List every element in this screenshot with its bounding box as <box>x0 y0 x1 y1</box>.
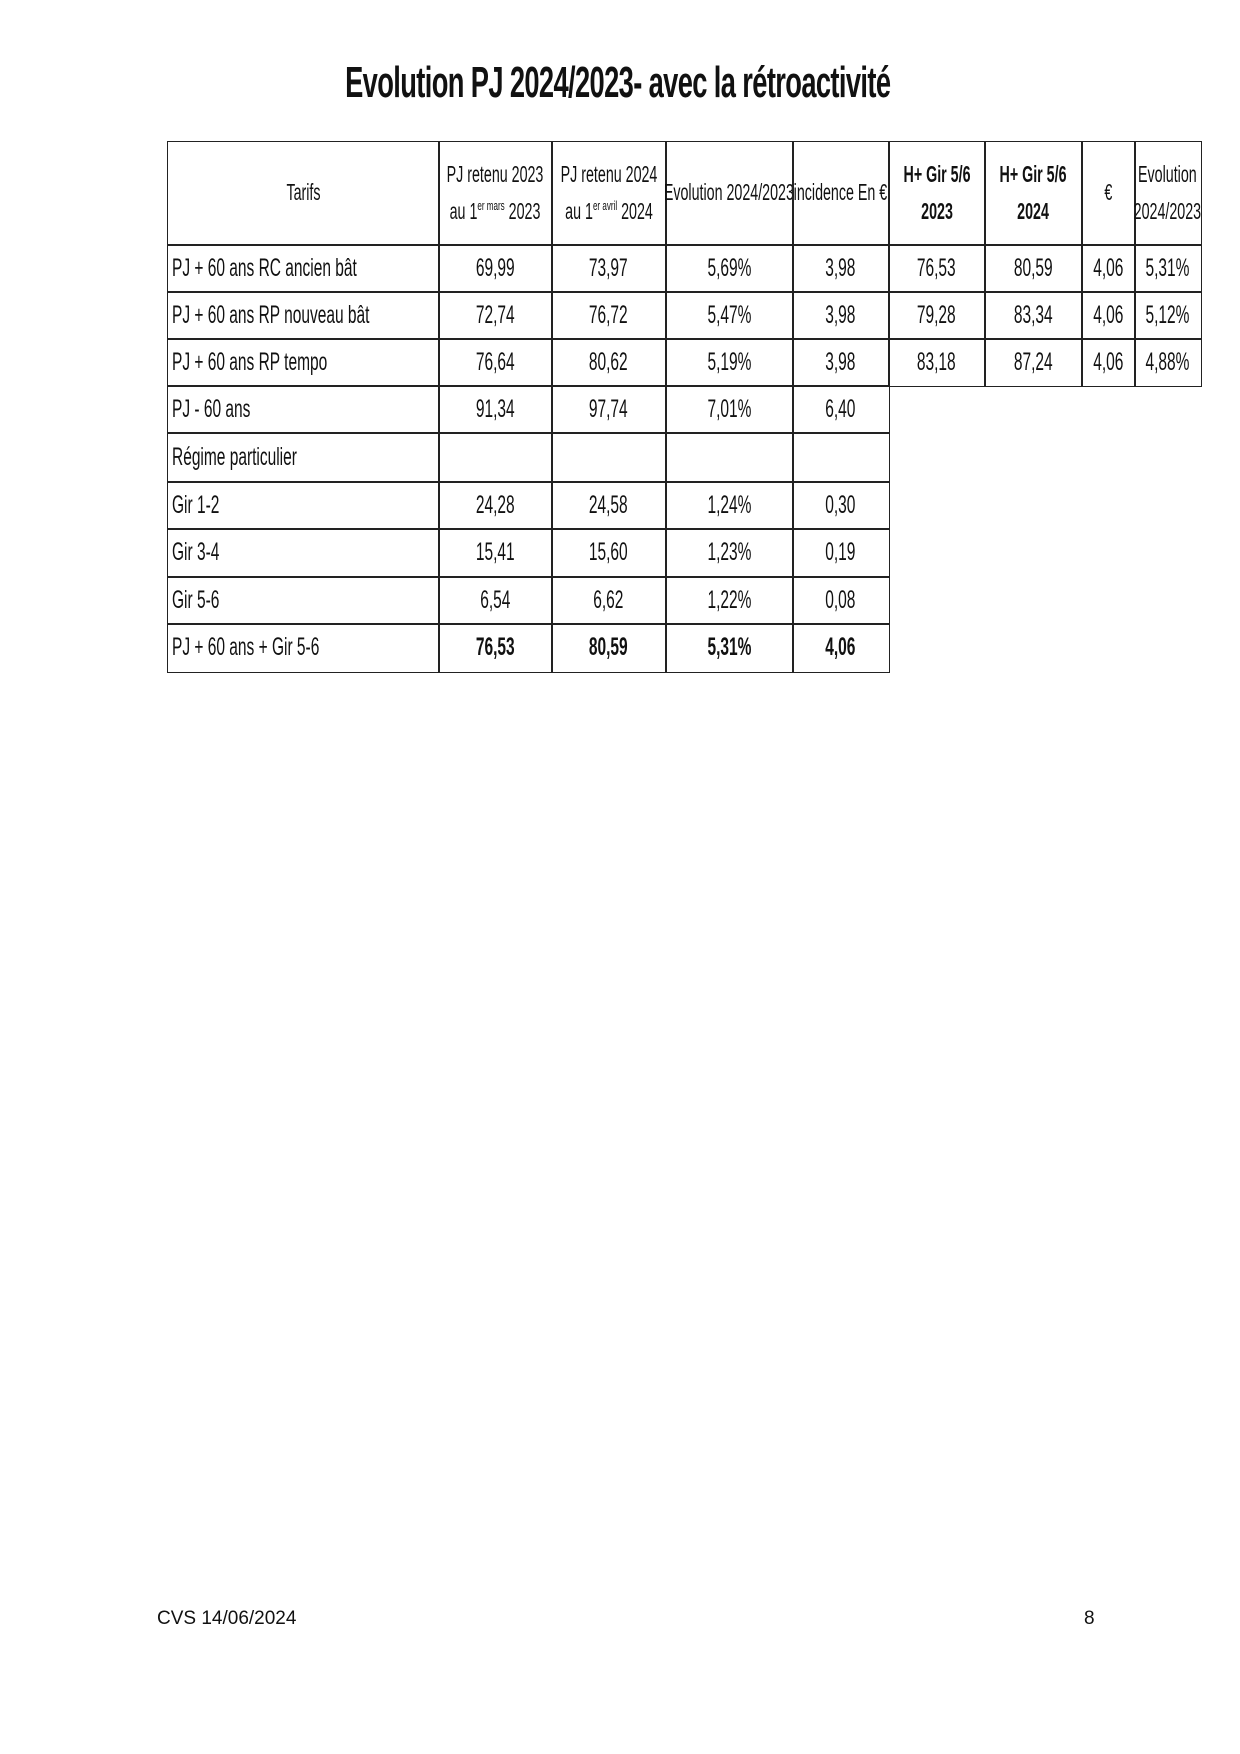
cell-pj2024-text: 80,62 <box>589 347 629 376</box>
cell-pj2023-text: 24,28 <box>475 490 515 519</box>
row-label-text: Gir 3-4 <box>172 538 220 567</box>
cell-evol-text: 5,19% <box>707 347 752 376</box>
header-tarifs-text: Tarifs <box>286 179 321 206</box>
cell-pj2023-text: 91,34 <box>475 394 515 423</box>
cell-incid <box>792 338 890 387</box>
cell-incid-text: 3,98 <box>825 300 856 329</box>
cell-evol <box>665 576 794 625</box>
cell-euro-text: 4,06 <box>1093 300 1124 329</box>
cell-pj2024 <box>551 385 667 434</box>
cell-evol-text: 1,24% <box>707 490 752 519</box>
row-label-text: PJ + 60 ans RC ancien bât <box>172 253 357 282</box>
cell-evol-text: 5,47% <box>707 300 752 329</box>
cell-pj2023 <box>438 385 553 434</box>
cell-evol2-text: 5,31% <box>1145 253 1190 282</box>
row-label <box>167 576 440 625</box>
row-label-text: PJ - 60 ans <box>172 394 251 423</box>
cell-pj2024-text: 97,74 <box>589 394 629 423</box>
cell-evol2 <box>1134 244 1202 293</box>
cell-pj2023-text: 76,53 <box>475 633 515 662</box>
header-evolution-2 <box>1134 141 1202 246</box>
cell-incid-text: 0,19 <box>825 538 856 567</box>
cell-incid <box>792 481 890 530</box>
cell-h2023 <box>888 338 986 387</box>
cell-evol-text: 1,22% <box>707 585 752 614</box>
row-label <box>167 481 440 530</box>
cell-pj2024 <box>551 528 667 578</box>
header-hgir-2024-text: H+ Gir 5/6 2024 <box>999 161 1067 225</box>
cell-evol <box>665 481 794 530</box>
row-label-text: PJ + 60 ans + Gir 5-6 <box>172 633 320 662</box>
cell-h2024-text: 80,59 <box>1013 253 1053 282</box>
header-incidence <box>792 141 890 246</box>
header-incidence-text: incidence En € <box>793 179 888 206</box>
cell-pj2024 <box>551 338 667 387</box>
cell-pj2024 <box>551 244 667 293</box>
row-label-text: PJ + 60 ans RP nouveau bât <box>172 300 370 329</box>
cell-incid-text: 0,30 <box>825 490 856 519</box>
cell-evol-text: 7,01% <box>707 394 752 423</box>
cell-euro-text: 4,06 <box>1093 253 1124 282</box>
cell-evol2 <box>1134 338 1202 387</box>
cell-evol <box>665 623 794 673</box>
cell-euro-text: 4,06 <box>1093 347 1124 376</box>
page-number: 8 <box>1084 1608 1095 1629</box>
cell-incid <box>792 244 890 293</box>
cell-pj2023-text: 76,64 <box>475 347 515 376</box>
row-label <box>167 338 440 387</box>
cell-pj2024 <box>551 291 667 340</box>
cell-incid-text: 3,98 <box>825 347 856 376</box>
cell-incid-text: 6,40 <box>825 394 856 423</box>
cell-h2024-text: 87,24 <box>1013 347 1053 376</box>
header-evolution-2-text: Evolution 2024/2023 <box>1134 161 1202 225</box>
cell-evol-text: 1,23% <box>707 538 752 567</box>
header-tarifs <box>167 141 440 246</box>
cell-incid <box>792 432 890 483</box>
header-pj-2023 <box>438 141 553 246</box>
cell-pj2023 <box>438 432 553 483</box>
cell-incid-text: 3,98 <box>825 253 856 282</box>
row-label <box>167 528 440 578</box>
header-pj-2024-text: PJ retenu 2024 au $1^{er avril}$ 2024 <box>560 161 658 225</box>
header-pj-2023-text: PJ retenu 2023 au $1^{er mars}$ 2023 <box>446 161 544 225</box>
cell-pj2024 <box>551 623 667 673</box>
row-label <box>167 385 440 434</box>
cell-incid-text: 4,06 <box>825 633 856 662</box>
footer-date: CVS 14/06/2024 <box>157 1608 297 1629</box>
cell-pj2023-text: 69,99 <box>475 253 515 282</box>
cell-pj2023-text: 6,54 <box>480 585 511 614</box>
header-euro <box>1081 141 1136 246</box>
row-label <box>167 623 440 673</box>
cell-evol <box>665 291 794 340</box>
cell-evol-text: 5,31% <box>707 633 752 662</box>
cell-h2023 <box>888 291 986 340</box>
cell-pj2023 <box>438 576 553 625</box>
cell-euro <box>1081 338 1136 387</box>
cell-incid <box>792 576 890 625</box>
cell-pj2023 <box>438 481 553 530</box>
cell-h2024-text: 83,34 <box>1013 300 1053 329</box>
row-label <box>167 432 440 483</box>
cell-pj2024-text: 73,97 <box>589 253 629 282</box>
row-label-text: PJ + 60 ans RP tempo <box>172 347 328 376</box>
cell-h2024 <box>984 291 1083 340</box>
cell-pj2024-text: 6,62 <box>593 585 624 614</box>
cell-incid <box>792 623 890 673</box>
cell-evol-text: 5,69% <box>707 253 752 282</box>
cell-pj2023 <box>438 528 553 578</box>
header-hgir-2024 <box>984 141 1083 246</box>
cell-incid-text: 0,08 <box>825 585 856 614</box>
row-label-text: Gir 1-2 <box>172 490 220 519</box>
cell-evol <box>665 338 794 387</box>
cell-pj2023 <box>438 244 553 293</box>
cell-h2024 <box>984 338 1083 387</box>
cell-incid <box>792 528 890 578</box>
cell-pj2024 <box>551 432 667 483</box>
cell-h2023 <box>888 244 986 293</box>
cell-pj2023 <box>438 291 553 340</box>
header-hgir-2023 <box>888 141 986 246</box>
cell-evol2 <box>1134 291 1202 340</box>
cell-incid <box>792 291 890 340</box>
cell-euro <box>1081 244 1136 293</box>
cell-incid <box>792 385 890 434</box>
header-euro-text: € <box>1104 179 1113 206</box>
cell-pj2024-text: 80,59 <box>589 633 629 662</box>
row-label <box>167 291 440 340</box>
cell-evol <box>665 244 794 293</box>
cell-evol2-text: 4,88% <box>1145 347 1190 376</box>
cell-h2024 <box>984 244 1083 293</box>
header-evolution <box>665 141 794 246</box>
header-evolution-text: Evolution 2024/2023 <box>664 179 795 206</box>
cell-pj2023 <box>438 338 553 387</box>
cell-pj2024-text: 76,72 <box>589 300 629 329</box>
cell-pj2024-text: 24,58 <box>589 490 629 519</box>
page-title: Evolution PJ 2024/2023- avec la rétroactivité <box>345 58 891 107</box>
cell-pj2023-text: 72,74 <box>475 300 515 329</box>
cell-h2023-text: 79,28 <box>917 300 957 329</box>
cell-pj2024 <box>551 481 667 530</box>
row-label-text: Gir 5-6 <box>172 585 220 614</box>
cell-pj2023 <box>438 623 553 673</box>
header-hgir-2023-text: H+ Gir 5/6 2023 <box>903 161 971 225</box>
cell-evol <box>665 432 794 483</box>
row-label-text: Régime particulier <box>172 442 297 471</box>
cell-evol2-text: 5,12% <box>1145 300 1190 329</box>
row-label <box>167 244 440 293</box>
cell-evol <box>665 385 794 434</box>
cell-pj2024 <box>551 576 667 625</box>
cell-evol <box>665 528 794 578</box>
cell-h2023-text: 76,53 <box>917 253 957 282</box>
cell-h2023-text: 83,18 <box>917 347 957 376</box>
header-pj-2024 <box>551 141 667 246</box>
cell-pj2024-text: 15,60 <box>589 538 629 567</box>
cell-euro <box>1081 291 1136 340</box>
cell-pj2023-text: 15,41 <box>475 538 515 567</box>
